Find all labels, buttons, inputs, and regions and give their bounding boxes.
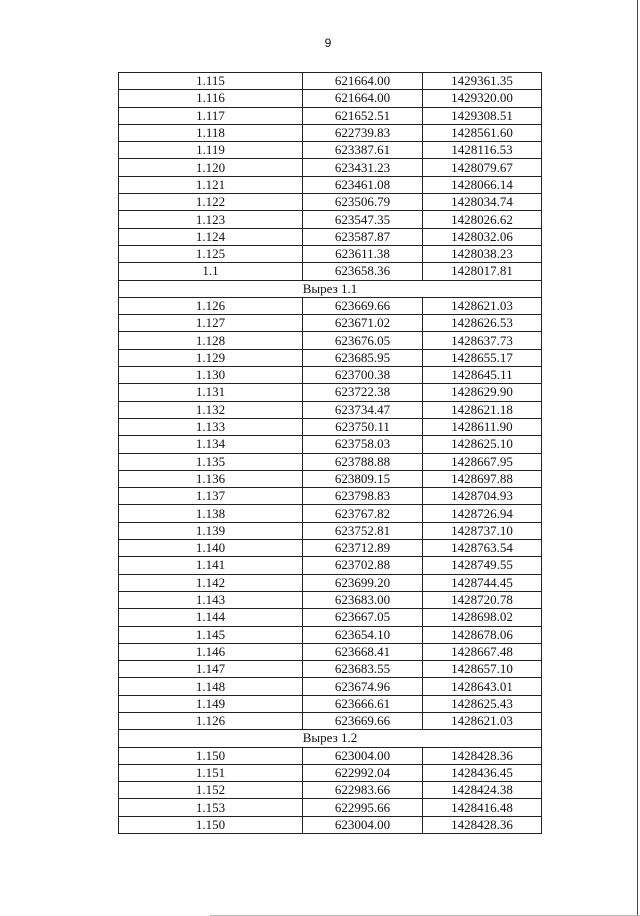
table-row — [119, 661, 542, 678]
point-id-cell: 1.126 — [119, 712, 303, 729]
table-row — [119, 211, 542, 228]
x-coordinate-cell: 623658.36 — [303, 263, 423, 280]
point-id-cell: 1.124 — [119, 228, 303, 245]
y-coordinate-cell: 1428698.02 — [423, 609, 542, 626]
y-coordinate-cell: 1428034.74 — [423, 194, 542, 211]
table-row — [119, 107, 542, 124]
table-row — [119, 764, 542, 781]
y-coordinate-cell: 1428645.11 — [423, 367, 542, 384]
x-coordinate-cell: 623683.55 — [303, 661, 423, 678]
point-id-cell: 1.149 — [119, 695, 303, 712]
point-id-cell: 1.151 — [119, 764, 303, 781]
point-id-cell: 1.150 — [119, 816, 303, 833]
y-coordinate-cell: 1428629.90 — [423, 384, 542, 401]
table-row — [119, 73, 542, 90]
x-coordinate-cell: 623669.66 — [303, 712, 423, 729]
x-coordinate-cell: 621664.00 — [303, 90, 423, 107]
point-id-cell: 1.115 — [119, 73, 303, 90]
point-id-cell: 1.125 — [119, 245, 303, 262]
x-coordinate-cell: 623750.11 — [303, 418, 423, 435]
x-coordinate-cell: 622983.66 — [303, 782, 423, 799]
point-id-cell: 1.121 — [119, 176, 303, 193]
x-coordinate-cell: 622992.04 — [303, 764, 423, 781]
y-coordinate-cell: 1428737.10 — [423, 522, 542, 539]
x-coordinate-cell: 622995.66 — [303, 799, 423, 816]
point-id-cell: 1.138 — [119, 505, 303, 522]
x-coordinate-cell: 623547.35 — [303, 211, 423, 228]
x-coordinate-cell: 623004.00 — [303, 816, 423, 833]
section-header-row — [119, 280, 542, 297]
point-id-cell: 1.141 — [119, 557, 303, 574]
y-coordinate-cell: 1428611.90 — [423, 418, 542, 435]
table-row — [119, 176, 542, 193]
point-id-cell: 1.1 — [119, 263, 303, 280]
y-coordinate-cell: 1428621.03 — [423, 297, 542, 314]
y-coordinate-cell: 1429320.00 — [423, 90, 542, 107]
point-id-cell: 1.132 — [119, 401, 303, 418]
point-id-cell: 1.126 — [119, 297, 303, 314]
table-row — [119, 505, 542, 522]
point-id-cell: 1.150 — [119, 747, 303, 764]
x-coordinate-cell: 623668.41 — [303, 643, 423, 660]
y-coordinate-cell: 1428428.36 — [423, 816, 542, 833]
x-coordinate-cell: 623671.02 — [303, 315, 423, 332]
x-coordinate-cell: 623611.38 — [303, 245, 423, 262]
page-number: 9 — [324, 36, 332, 50]
y-coordinate-cell: 1428744.45 — [423, 574, 542, 591]
x-coordinate-cell: 623712.89 — [303, 540, 423, 557]
table-row — [119, 695, 542, 712]
table-row — [119, 522, 542, 539]
x-coordinate-cell: 623387.61 — [303, 142, 423, 159]
y-coordinate-cell: 1428763.54 — [423, 540, 542, 557]
x-coordinate-cell: 623700.38 — [303, 367, 423, 384]
y-coordinate-cell: 1429361.35 — [423, 73, 542, 90]
y-coordinate-cell: 1428626.53 — [423, 315, 542, 332]
y-coordinate-cell: 1428697.88 — [423, 470, 542, 487]
table-row — [119, 488, 542, 505]
y-coordinate-cell: 1428621.03 — [423, 712, 542, 729]
table-row — [119, 349, 542, 366]
point-id-cell: 1.116 — [119, 90, 303, 107]
point-id-cell: 1.117 — [119, 107, 303, 124]
table-row — [119, 782, 542, 799]
x-coordinate-cell: 623004.00 — [303, 747, 423, 764]
x-coordinate-cell: 623798.83 — [303, 488, 423, 505]
x-coordinate-cell: 623667.05 — [303, 609, 423, 626]
table-row — [119, 626, 542, 643]
y-coordinate-cell: 1428657.10 — [423, 661, 542, 678]
y-coordinate-cell: 1428678.06 — [423, 626, 542, 643]
x-coordinate-cell: 623699.20 — [303, 574, 423, 591]
coordinates-table-body — [119, 73, 542, 834]
point-id-cell: 1.122 — [119, 194, 303, 211]
point-id-cell: 1.119 — [119, 142, 303, 159]
point-id-cell: 1.130 — [119, 367, 303, 384]
table-row — [119, 332, 542, 349]
y-coordinate-cell: 1428428.36 — [423, 747, 542, 764]
table-row — [119, 747, 542, 764]
x-coordinate-cell: 623752.81 — [303, 522, 423, 539]
y-coordinate-cell: 1428749.55 — [423, 557, 542, 574]
table-row — [119, 799, 542, 816]
table-row — [119, 367, 542, 384]
point-id-cell: 1.136 — [119, 470, 303, 487]
y-coordinate-cell: 1428625.43 — [423, 695, 542, 712]
table-row — [119, 228, 542, 245]
table-row — [119, 263, 542, 280]
point-id-cell: 1.140 — [119, 540, 303, 557]
x-coordinate-cell: 623702.88 — [303, 557, 423, 574]
x-coordinate-cell: 623683.00 — [303, 591, 423, 608]
table-row — [119, 401, 542, 418]
y-coordinate-cell: 1428561.60 — [423, 124, 542, 141]
table-row — [119, 90, 542, 107]
x-coordinate-cell: 623722.38 — [303, 384, 423, 401]
y-coordinate-cell: 1428655.17 — [423, 349, 542, 366]
point-id-cell: 1.148 — [119, 678, 303, 695]
point-id-cell: 1.131 — [119, 384, 303, 401]
point-id-cell: 1.135 — [119, 453, 303, 470]
x-coordinate-cell: 621652.51 — [303, 107, 423, 124]
y-coordinate-cell: 1428667.48 — [423, 643, 542, 660]
section-title: Вырез 1.1 — [119, 280, 542, 297]
x-coordinate-cell: 623587.87 — [303, 228, 423, 245]
x-coordinate-cell: 623669.66 — [303, 297, 423, 314]
x-coordinate-cell: 623685.95 — [303, 349, 423, 366]
table-row — [119, 418, 542, 435]
x-coordinate-cell: 623676.05 — [303, 332, 423, 349]
y-coordinate-cell: 1428079.67 — [423, 159, 542, 176]
table-row — [119, 678, 542, 695]
y-coordinate-cell: 1428116.53 — [423, 142, 542, 159]
table-row — [119, 384, 542, 401]
y-coordinate-cell: 1428625.10 — [423, 436, 542, 453]
x-coordinate-cell: 623758.03 — [303, 436, 423, 453]
y-coordinate-cell: 1428621.18 — [423, 401, 542, 418]
table-row — [119, 557, 542, 574]
y-coordinate-cell: 1428726.94 — [423, 505, 542, 522]
table-row — [119, 643, 542, 660]
point-id-cell: 1.144 — [119, 609, 303, 626]
point-id-cell: 1.123 — [119, 211, 303, 228]
y-coordinate-cell: 1428643.01 — [423, 678, 542, 695]
coordinates-table — [118, 72, 542, 834]
point-id-cell: 1.127 — [119, 315, 303, 332]
table-row — [119, 591, 542, 608]
point-id-cell: 1.129 — [119, 349, 303, 366]
y-coordinate-cell: 1428026.62 — [423, 211, 542, 228]
x-coordinate-cell: 623788.88 — [303, 453, 423, 470]
table-row — [119, 540, 542, 557]
y-coordinate-cell: 1428637.73 — [423, 332, 542, 349]
table-row — [119, 245, 542, 262]
point-id-cell: 1.139 — [119, 522, 303, 539]
y-coordinate-cell: 1428032.06 — [423, 228, 542, 245]
point-id-cell: 1.143 — [119, 591, 303, 608]
point-id-cell: 1.142 — [119, 574, 303, 591]
point-id-cell: 1.118 — [119, 124, 303, 141]
x-coordinate-cell: 623767.82 — [303, 505, 423, 522]
x-coordinate-cell: 623666.61 — [303, 695, 423, 712]
x-coordinate-cell: 623654.10 — [303, 626, 423, 643]
y-coordinate-cell: 1428017.81 — [423, 263, 542, 280]
table-row — [119, 159, 542, 176]
table-row — [119, 574, 542, 591]
y-coordinate-cell: 1428436.45 — [423, 764, 542, 781]
y-coordinate-cell: 1428704.93 — [423, 488, 542, 505]
page-edge-line — [637, 0, 638, 916]
table-row — [119, 453, 542, 470]
point-id-cell: 1.128 — [119, 332, 303, 349]
y-coordinate-cell: 1428416.48 — [423, 799, 542, 816]
table-row — [119, 712, 542, 729]
table-row — [119, 436, 542, 453]
table-row — [119, 297, 542, 314]
table-row — [119, 124, 542, 141]
x-coordinate-cell: 622739.83 — [303, 124, 423, 141]
point-id-cell: 1.145 — [119, 626, 303, 643]
point-id-cell: 1.133 — [119, 418, 303, 435]
point-id-cell: 1.134 — [119, 436, 303, 453]
section-title: Вырез 1.2 — [119, 730, 542, 747]
point-id-cell: 1.120 — [119, 159, 303, 176]
x-coordinate-cell: 623506.79 — [303, 194, 423, 211]
table-row — [119, 816, 542, 833]
y-coordinate-cell: 1428667.95 — [423, 453, 542, 470]
y-coordinate-cell: 1428066.14 — [423, 176, 542, 193]
x-coordinate-cell: 623809.15 — [303, 470, 423, 487]
table-row — [119, 194, 542, 211]
x-coordinate-cell: 623431.23 — [303, 159, 423, 176]
y-coordinate-cell: 1429308.51 — [423, 107, 542, 124]
table-row — [119, 470, 542, 487]
y-coordinate-cell: 1428038.23 — [423, 245, 542, 262]
point-id-cell: 1.146 — [119, 643, 303, 660]
point-id-cell: 1.147 — [119, 661, 303, 678]
point-id-cell: 1.152 — [119, 782, 303, 799]
y-coordinate-cell: 1428720.78 — [423, 591, 542, 608]
table-row — [119, 315, 542, 332]
point-id-cell: 1.137 — [119, 488, 303, 505]
table-row — [119, 142, 542, 159]
x-coordinate-cell: 623674.96 — [303, 678, 423, 695]
point-id-cell: 1.153 — [119, 799, 303, 816]
section-header-row — [119, 730, 542, 747]
x-coordinate-cell: 623461.08 — [303, 176, 423, 193]
x-coordinate-cell: 621664.00 — [303, 73, 423, 90]
x-coordinate-cell: 623734.47 — [303, 401, 423, 418]
table-row — [119, 609, 542, 626]
y-coordinate-cell: 1428424.38 — [423, 782, 542, 799]
